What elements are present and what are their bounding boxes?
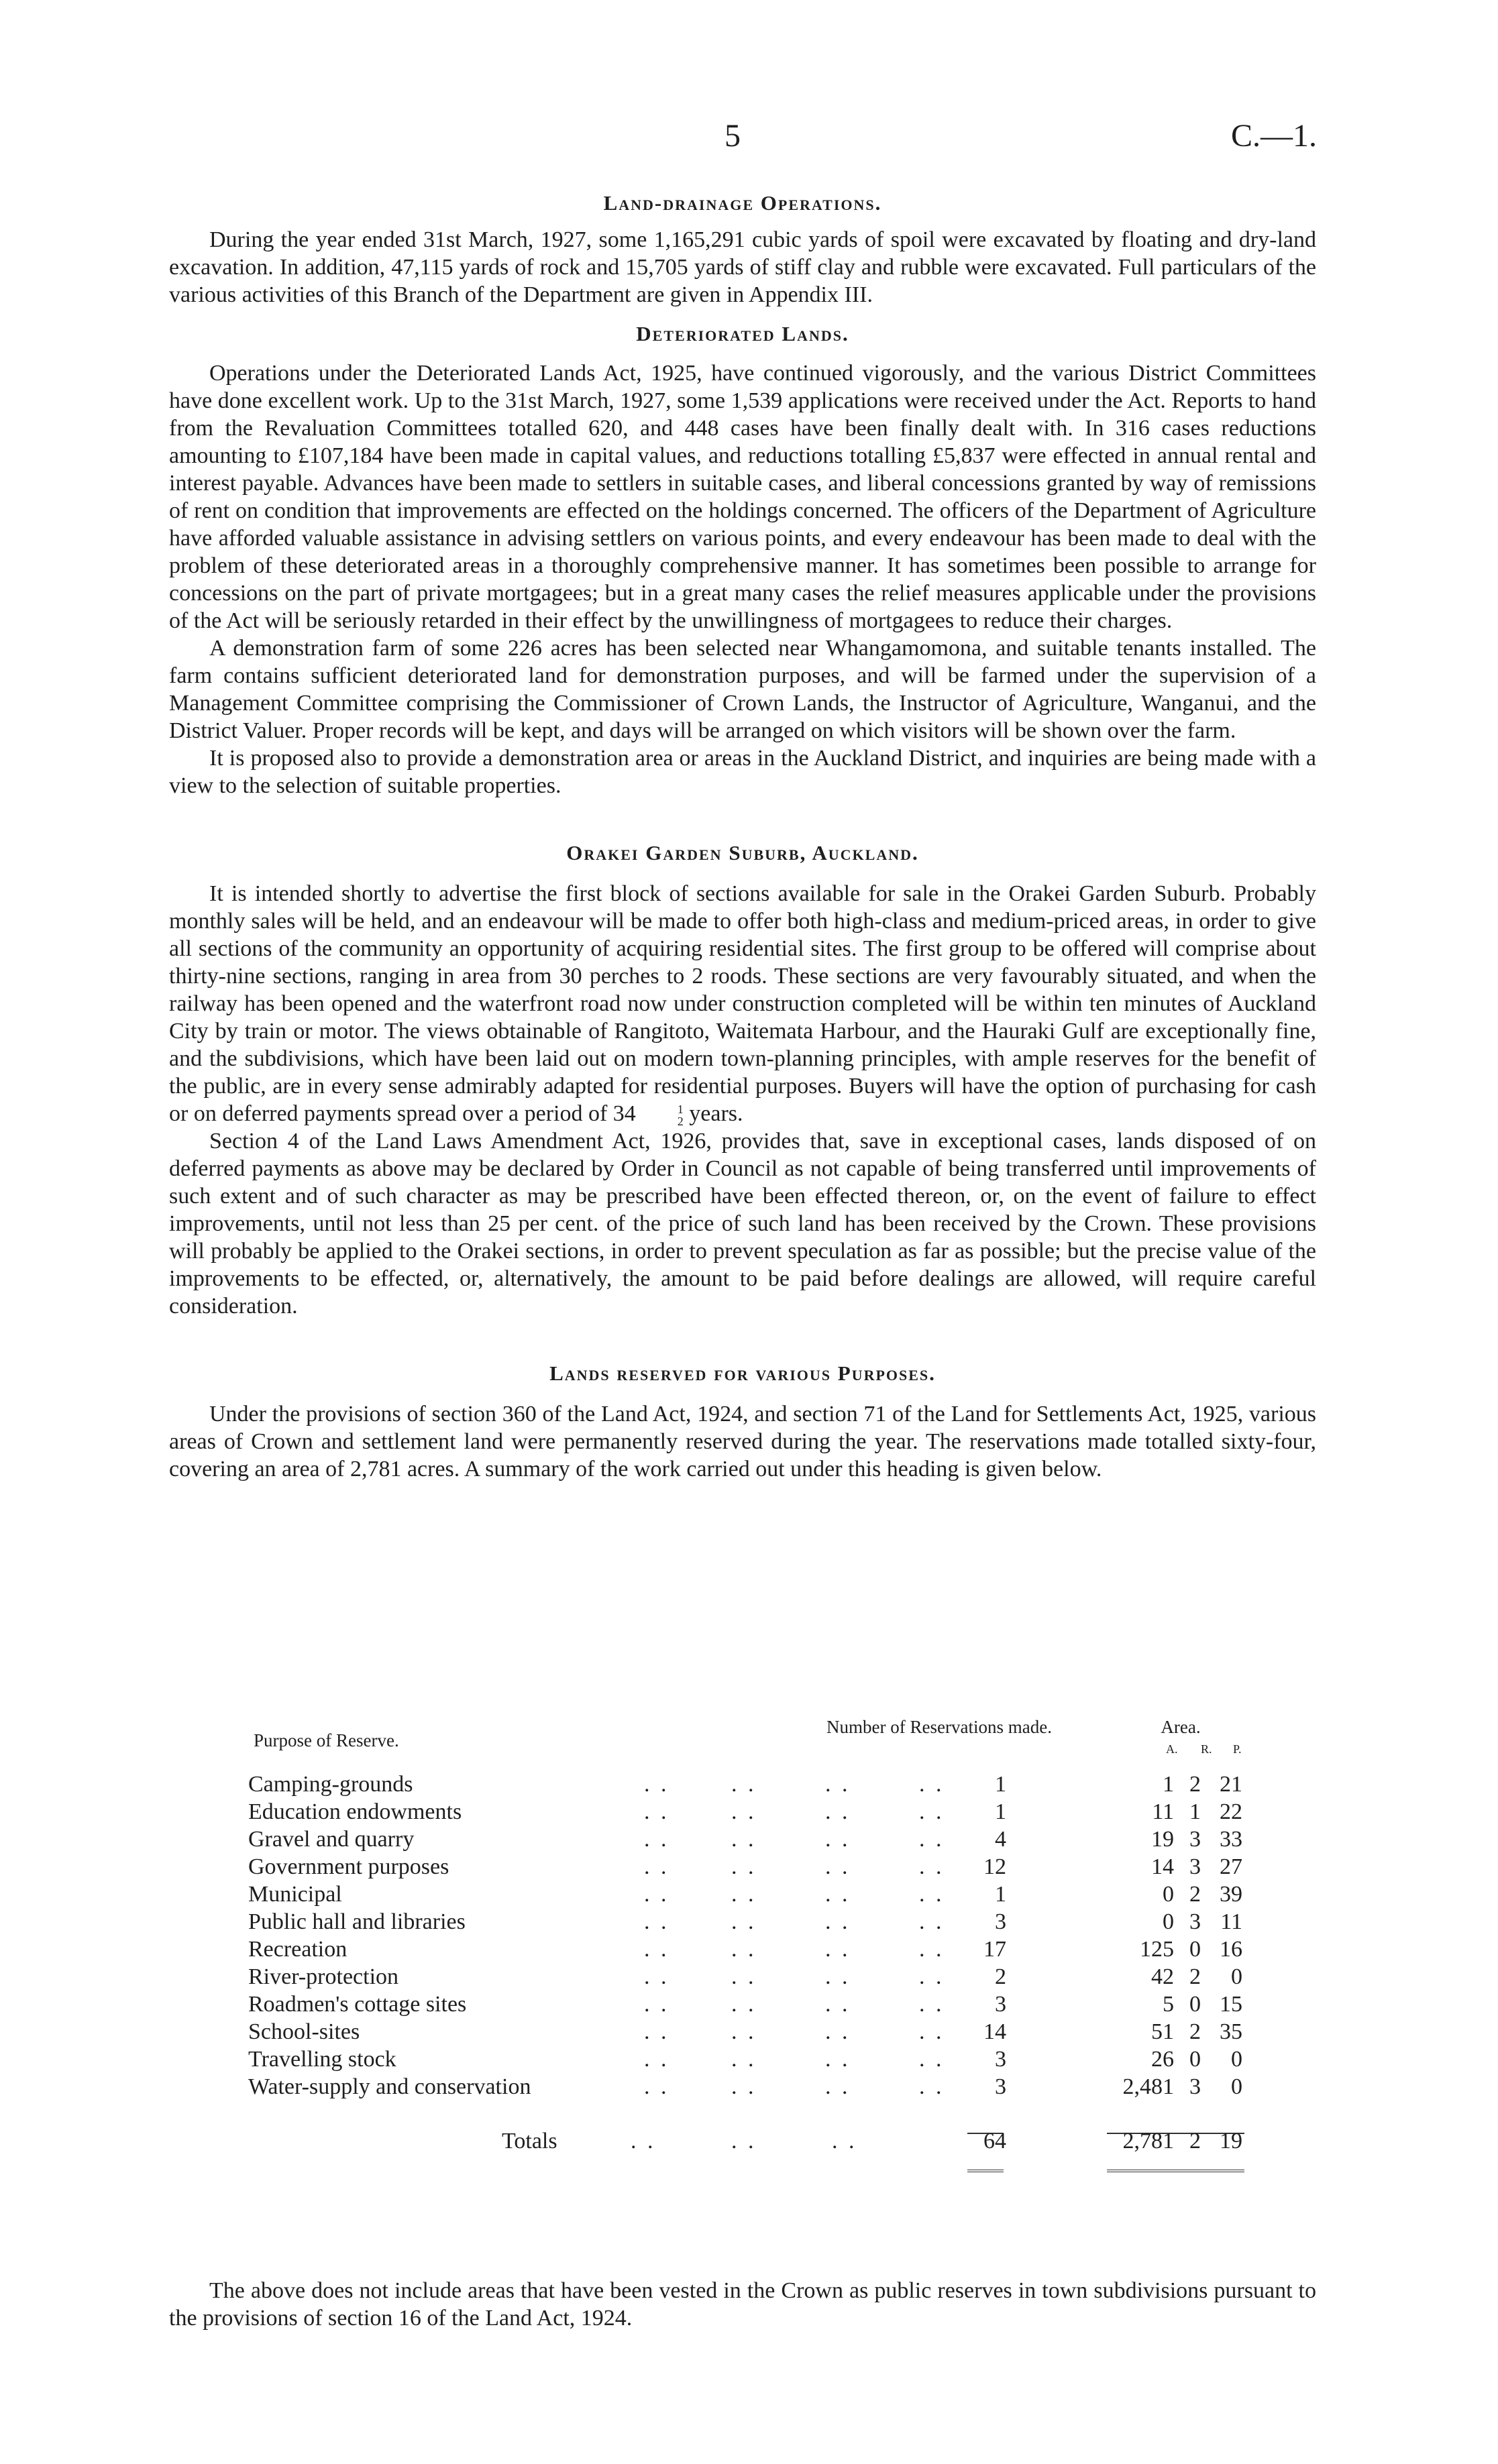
row-acres: 19	[1151, 1827, 1174, 1852]
row-perches: 39	[1220, 1882, 1242, 1907]
row-roods: 3	[1189, 2074, 1201, 2099]
row-roods: 0	[1189, 2047, 1201, 2072]
row-perches: 15	[1220, 1992, 1242, 2017]
leader-dots: . .	[644, 2047, 670, 2072]
table-row	[242, 1798, 1248, 1826]
document-reference: C.—1.	[1231, 118, 1318, 154]
table-row	[242, 2046, 1248, 2073]
table-row	[242, 1963, 1248, 1991]
closing-paragraph: The above does not include areas that have been vested in the Crown as public reserves in town subdivisions pursuant to the provisions of section 16 of the Land Act, 1924.	[169, 2278, 1316, 2331]
row-perches: 33	[1220, 1827, 1242, 1852]
paragraph: A demonstration farm of some 226 acres has been selected near Whangamomona, and suitable tenants installed. The farm contains sufficient deteriorated land for demonstration purposes, and will be farmed under the supervision of a Management Committee comprising the Commissioner of Crown Lands, the Instructor of Agriculture, Wanganui, and the District Valuer. Proper records will be kept, and days will be arranged on which visitors will be shown over the farm.	[169, 636, 1316, 743]
leader-dots: . .	[825, 1937, 851, 1962]
leader-dots: . .	[644, 1799, 670, 1824]
leader-dots: . .	[825, 2047, 851, 2072]
leader-dots: . .	[919, 2074, 945, 2099]
table-header	[242, 1717, 1248, 1771]
leader-dots: . .	[919, 1799, 945, 1824]
row-acres: 42	[1151, 1964, 1174, 1989]
paragraph: Under the provisions of section 360 of the Land Act, 1924, and section 71 of the Land for Settlements Act, 1925, various areas of Crown and settlement land were permanently reserved during the year. The reservations made totalled sixty-four, covering an area of 2,781 acres. A summary of the work carried out under this heading is given below.	[169, 1402, 1316, 1482]
leader-dots: . .	[644, 1909, 670, 1934]
leader-dots: . .	[731, 1964, 757, 1989]
row-number: 12	[983, 1854, 1006, 1879]
paragraph: Operations under the Deteriorated Lands Act, 1925, have continued vigorously, and the various District Committees have done excellent work. Up to the 31st March, 1927, some 1,539 applications were received under the Act. Reports to hand from the Revaluation Committees totalled 620, and 448 cases have been finally dealt with. In 316 cases reductions amounting to £107,184 have been made in capital values, and reductions totalling £5,837 were effected in annual rental and interest payable. Advances have been made to settlers in suitable cases, and liberal concessions granted by way of remissions of rent on condition that improvements are effected on the holdings concerned. The officers of the Department of Agriculture have afforded valuable assistance in advising settlers on various points, and every endeavour has been made to deal with the problem of these deteriorated areas in a thoroughly comprehensive manner. It has sometimes been possible to arrange for concessions on the part of private mortgagees; but in a great many cases the relief measures applicable under the provisions of the Act will be seriously retarded in their effect by the unwillingness of mortgagees to reduce their charges.	[169, 361, 1316, 633]
row-roods: 2	[1189, 1772, 1201, 1797]
row-perches: 0	[1231, 2047, 1242, 2072]
row-acres: 11	[1152, 1799, 1174, 1824]
row-number: 1	[995, 1882, 1006, 1907]
paragraph: Section 4 of the Land Laws Amendment Act, 1926, provides that, save in exceptional cases, lands disposed of on deferred payments as above may be declared by Order in Council as not capable of being transferred until improvements of such extent and of such character as may be prescribed have been effected thereon, or, on the event of failure to effect improvements, until not less than 25 per cent. of the price of such land has been received by the Crown. These provisions will probably be applied to the Orakei sections, in order to prevent speculation as far as possible; but the precise value of the improvements to be effected, or, alternatively, the amount to be paid before dealings are allowed, will require careful consideration.	[169, 1129, 1316, 1319]
leader-dots: . .	[919, 1772, 945, 1797]
body-text	[169, 191, 1316, 1483]
leader-dots: . .	[825, 2019, 851, 2044]
leader-dots: . .	[919, 1909, 945, 1934]
leader-dots: . .	[919, 1882, 945, 1907]
totals-perches: 19	[1220, 2129, 1242, 2153]
column-header-purpose: Purpose of Reserve.	[254, 1730, 399, 1750]
double-rule	[967, 2170, 1004, 2172]
leader-dots: . .	[731, 1772, 757, 1797]
section-heading-lands-reserved: Lands reserved for various Purposes.	[549, 1361, 936, 1386]
table-row	[242, 1771, 1248, 1798]
row-number: 3	[995, 1992, 1006, 2017]
leader-dots: . .	[644, 1772, 670, 1797]
fraction-denominator: 2	[677, 1115, 684, 1129]
leader-dots: . .	[825, 2074, 851, 2099]
row-number: 4	[995, 1827, 1006, 1852]
row-acres: 2,481	[1122, 2074, 1174, 2099]
row-purpose: Gravel and quarry	[248, 1827, 415, 1852]
section-heading-deteriorated-lands: Deteriorated Lands.	[636, 322, 849, 345]
leader-dots: . .	[731, 1909, 757, 1934]
row-roods: 3	[1189, 1909, 1201, 1934]
row-perches: 16	[1220, 1937, 1242, 1962]
leader-dots: . .	[731, 1992, 757, 2017]
leader-dots: . .	[731, 2019, 757, 2044]
leader-dots: . .	[644, 1882, 670, 1907]
leader-dots: . .	[731, 2074, 757, 2099]
row-roods: 1	[1189, 1799, 1201, 1824]
fraction	[637, 1103, 684, 1127]
table-row	[242, 1936, 1248, 1963]
leader-dots: . .	[731, 1882, 757, 1907]
leader-dots: . .	[825, 1992, 851, 2017]
unit-roods: R.	[1201, 1742, 1212, 1756]
row-perches: 21	[1220, 1772, 1242, 1797]
unit-perches: P.	[1233, 1742, 1242, 1756]
leader-dots: . .	[825, 1827, 851, 1852]
leader-dots: . .	[919, 1854, 945, 1879]
fraction-numerator: 1	[677, 1103, 684, 1117]
leader-dots: . .	[731, 1937, 757, 1962]
double-rule	[1107, 2170, 1244, 2172]
row-number: 14	[983, 2019, 1006, 2044]
row-acres: 26	[1151, 2047, 1174, 2072]
row-roods: 2	[1189, 1882, 1201, 1907]
leader-dots: . .	[919, 1964, 945, 1989]
leader-dots: . .	[825, 1964, 851, 1989]
leader-dots: . .	[825, 1799, 851, 1824]
row-number: 3	[995, 2047, 1006, 2072]
leader-dots: . .	[731, 2047, 757, 2072]
leader-dots: . .	[825, 1772, 851, 1797]
paragraph-text: It is intended shortly to advertise the first block of sections available for sale in the Orakei Garden Suburb. Probably monthly sales will be held, and an endeavour will be made to offer both high-class and medium-priced areas, in order to give all sections of the community an opportunity of acquiring residential sites. The first group to be offered will comprise about thirty-nine sections, ranging in area from 30 perches to 2 roods. These sections are very favourably situated, and when the railway has been opened and the waterfront road now under construction completed will be within ten minutes of Auckland City by train or motor. The views obtainable of Rangitoto, Waitemata Harbour, and the Hauraki Gulf are exceptionally fine, and the subdivisions, which have been laid out on modern town-planning principles, with ample reserves for the benefit of the public, are in every sense admirably adapted for residential purposes. Buyers will have the option of purchasing for cash or on deferred payments spread over a period of 34	[169, 881, 1316, 1126]
table-row	[242, 1881, 1248, 1908]
row-acres: 125	[1140, 1937, 1174, 1962]
row-perches: 35	[1220, 2019, 1242, 2044]
row-purpose: Camping-grounds	[248, 1772, 413, 1797]
section-heading-land-drainage: Land-drainage Operations.	[603, 191, 882, 215]
leader-dots: . . . . . .	[631, 2129, 857, 2153]
row-number: 3	[995, 2074, 1006, 2099]
row-roods: 2	[1189, 1964, 1201, 1989]
leader-dots: . .	[644, 1964, 670, 1989]
row-perches: 22	[1220, 1799, 1242, 1824]
row-number: 17	[983, 1937, 1006, 1962]
row-purpose: River-protection	[248, 1964, 399, 1989]
leader-dots: . .	[919, 2019, 945, 2044]
row-number: 2	[995, 1964, 1006, 1989]
paragraph-orakei	[169, 880, 1316, 1127]
totals-number: 64	[983, 2129, 1006, 2153]
table-row	[242, 2073, 1248, 2101]
row-purpose: Public hall and libraries	[248, 1909, 466, 1934]
row-purpose: Municipal	[248, 1882, 342, 1907]
table-row	[242, 1991, 1248, 2018]
column-header-area: Area.	[1161, 1717, 1201, 1737]
row-purpose: Recreation	[248, 1937, 347, 1962]
leader-dots: . .	[644, 1854, 670, 1879]
leader-dots: . .	[825, 1882, 851, 1907]
section-heading-orakei: Orakei Garden Suburb, Auckland.	[566, 841, 919, 864]
paragraph: It is proposed also to provide a demonstration area or areas in the Auckland District, and inquiries are being made with a view to the selection of suitable properties.	[169, 746, 1316, 798]
row-purpose: Travelling stock	[248, 2047, 396, 2072]
row-purpose: School-sites	[248, 2019, 360, 2044]
totals-roods: 2	[1189, 2129, 1201, 2153]
paragraph: During the year ended 31st March, 1927, some 1,165,291 cubic yards of spoil were excavated by floating and dry-land excavation. In addition, 47,115 yards of rock and 15,705 yards of stiff clay and rubble were excavated. Full particulars of the various activities of this Branch of the Department are given in Appendix III.	[169, 227, 1316, 307]
leader-dots: . .	[644, 1827, 670, 1852]
table-row	[242, 2018, 1248, 2046]
leader-dots: . .	[825, 1854, 851, 1879]
totals-row	[242, 2127, 1248, 2168]
row-perches: 27	[1220, 1854, 1242, 1879]
row-perches: 0	[1231, 2074, 1242, 2099]
row-roods: 0	[1189, 1937, 1201, 1962]
leader-dots: . .	[919, 1992, 945, 2017]
table-row	[242, 1853, 1248, 1881]
leader-dots: . .	[919, 1937, 945, 1962]
totals-label: Totals	[502, 2129, 557, 2153]
row-acres: 0	[1163, 1882, 1174, 1907]
row-number: 3	[995, 1909, 1006, 1934]
row-perches: 11	[1220, 1909, 1242, 1934]
leader-dots: . .	[644, 2019, 670, 2044]
column-header-number: Number of Reservations made.	[826, 1717, 1052, 1737]
row-purpose: Roadmen's cottage sites	[248, 1992, 467, 2017]
row-acres: 0	[1163, 1909, 1174, 1934]
leader-dots: . .	[644, 1992, 670, 2017]
row-roods: 3	[1189, 1854, 1201, 1879]
page-number: 5	[725, 118, 741, 154]
row-acres: 5	[1163, 1992, 1174, 2017]
row-roods: 2	[1189, 2019, 1201, 2044]
table-row	[242, 1908, 1248, 1936]
row-roods: 0	[1189, 1992, 1201, 2017]
leader-dots: . .	[825, 1909, 851, 1934]
leader-dots: . .	[919, 1827, 945, 1852]
unit-acres: A.	[1166, 1742, 1178, 1756]
row-number: 1	[995, 1799, 1006, 1824]
leader-dots: . .	[644, 2074, 670, 2099]
row-acres: 1	[1163, 1772, 1174, 1797]
reserves-table	[242, 1717, 1248, 2168]
row-purpose: Education endowments	[248, 1799, 462, 1824]
row-purpose: Government purposes	[248, 1854, 449, 1879]
table-row	[242, 1826, 1248, 1853]
row-purpose: Water-supply and conservation	[248, 2074, 531, 2099]
leader-dots: . .	[731, 1827, 757, 1852]
row-roods: 3	[1189, 1827, 1201, 1852]
table-body	[242, 1771, 1248, 2101]
leader-dots: . .	[731, 1799, 757, 1824]
totals-acres: 2,781	[1122, 2129, 1174, 2153]
leader-dots: . .	[731, 1854, 757, 1879]
leader-dots: . .	[644, 1937, 670, 1962]
row-acres: 51	[1151, 2019, 1174, 2044]
row-number: 1	[995, 1772, 1006, 1797]
row-perches: 0	[1231, 1964, 1242, 1989]
leader-dots: . .	[919, 2047, 945, 2072]
row-acres: 14	[1151, 1854, 1174, 1879]
paragraph-text-end: years.	[683, 1101, 743, 1126]
